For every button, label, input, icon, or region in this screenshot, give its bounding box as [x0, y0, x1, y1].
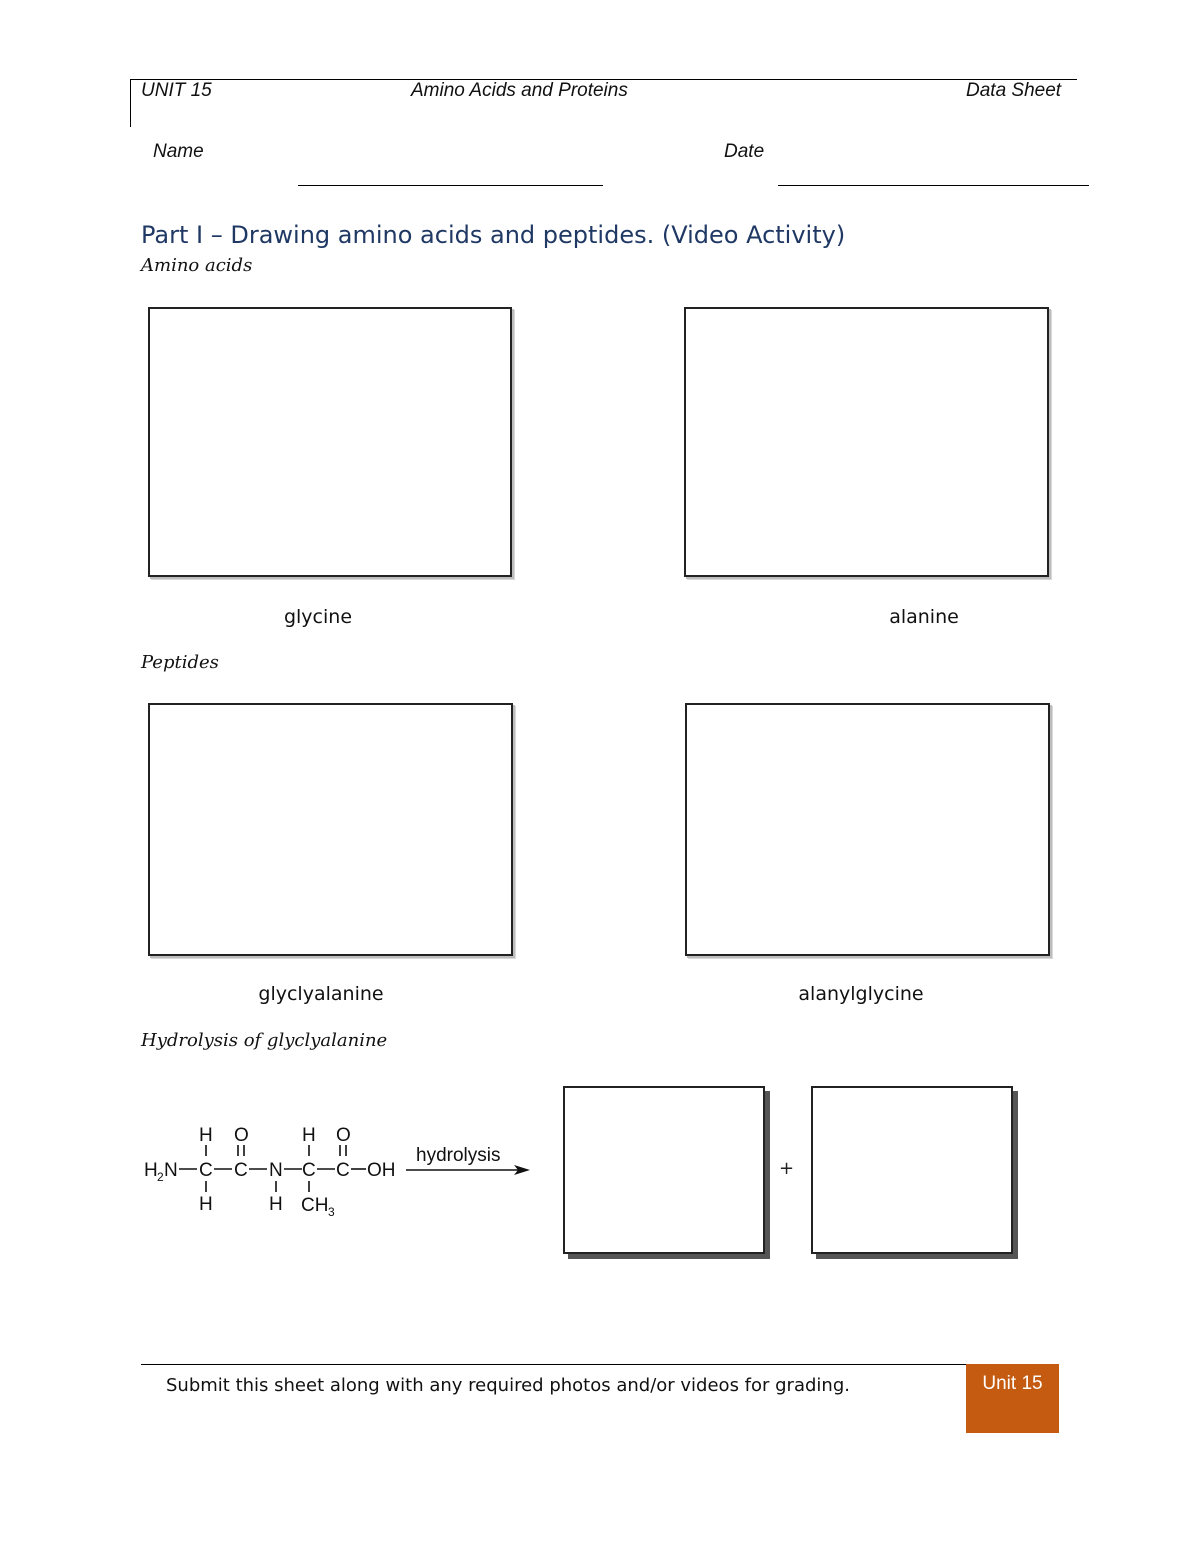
footer-rule [141, 1364, 1058, 1365]
amide-n-label: N [269, 1160, 283, 1181]
glycylalanine-structure-diagram [138, 1115, 538, 1220]
unit-badge [966, 1364, 1059, 1433]
plus-sign: + [779, 1158, 795, 1179]
amide-h: H [269, 1194, 283, 1215]
amine-h-label: H [144, 1160, 158, 1181]
glyclyalanine-caption: glyclyalanine [258, 983, 384, 1005]
carbon-2-label: C [234, 1160, 248, 1181]
peptides-heading: Peptides [141, 652, 219, 673]
methyl-ch-label: CH [301, 1195, 329, 1216]
header-title: Amino Acids and Proteins [411, 80, 628, 101]
glycine-drawing-box[interactable] [148, 307, 512, 577]
header-unit: UNIT 15 [141, 80, 212, 101]
date-field[interactable] [778, 185, 1089, 186]
alanylglycine-caption: alanylglycine [798, 983, 924, 1005]
hydrolysis-arrow-label: hydrolysis [416, 1145, 501, 1166]
part-title: Part I – Drawing amino acids and peptides. (Video Activity) [141, 221, 846, 249]
amine-n-label: N [164, 1160, 178, 1181]
carbonyl-1-oxygen: O [234, 1125, 249, 1146]
header-sheet-type: Data Sheet [966, 80, 1062, 101]
hydroxyl-label: OH [367, 1160, 396, 1181]
name-label: Name [153, 141, 204, 162]
header-left-rule [130, 79, 131, 127]
carbon-1-bottom-h: H [199, 1194, 213, 1215]
hydrolysis-product-2-box[interactable] [811, 1086, 1013, 1254]
glyclyalanine-drawing-box[interactable] [148, 703, 513, 956]
alanylglycine-drawing-box[interactable] [685, 703, 1050, 956]
carbon-1-top-h: H [199, 1125, 213, 1146]
amino-acids-heading: Amino acids [141, 255, 253, 276]
alanine-drawing-box[interactable] [684, 307, 1049, 577]
footer-note: Submit this sheet along with any required photos and/or videos for grading. [166, 1375, 850, 1396]
alanine-caption: alanine [889, 606, 959, 628]
hydrolysis-product-1-box[interactable] [563, 1086, 765, 1254]
hydrolysis-heading: Hydrolysis of glyclyalanine [141, 1030, 388, 1051]
date-label: Date [724, 141, 765, 162]
unit-badge-label: Unit 15 [982, 1373, 1043, 1394]
amine-subscript: 2 [157, 1170, 164, 1184]
carbon-1-label: C [199, 1160, 213, 1181]
carbon-3-top-h: H [302, 1125, 316, 1146]
carbon-4-label: C [336, 1160, 350, 1181]
glycine-caption: glycine [283, 606, 353, 628]
name-field[interactable] [298, 185, 603, 186]
carbonyl-2-oxygen: O [336, 1125, 351, 1146]
methyl-subscript: 3 [328, 1205, 335, 1219]
carbon-3-label: C [302, 1160, 316, 1181]
